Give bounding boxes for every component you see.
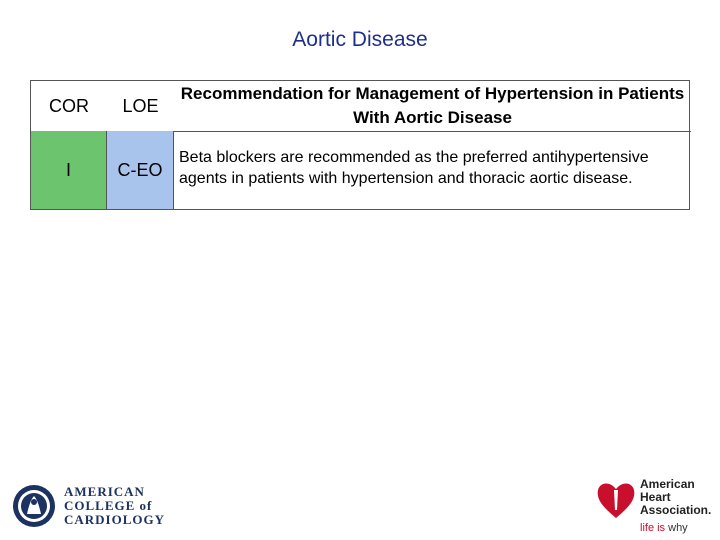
aha-logo (592, 476, 716, 538)
loe-value: C-EO (107, 131, 174, 209)
acc-logo (12, 484, 172, 530)
aha-heart-torch-icon (594, 478, 638, 522)
acc-seal-icon (12, 484, 56, 528)
aha-tagline (640, 522, 688, 534)
header-cor: COR (49, 95, 89, 116)
header-recommendation: Recommendation for Management of Hypertension in Patients With Aortic Disease (180, 84, 685, 127)
aha-logo-text: American Heart Association. (640, 477, 712, 517)
aha-tagline-suffix: why (668, 522, 688, 534)
recommendation-table (30, 80, 690, 210)
acc-logo-text: AMERICAN COLLEGE of CARDIOLOGY (64, 484, 166, 527)
aha-tagline-prefix: life is (640, 522, 669, 534)
slide-title: Aortic Disease (292, 28, 428, 51)
cor-value: I (31, 131, 107, 209)
header-loe: LOE (122, 95, 159, 116)
recommendation-text: Beta blockers are recommended as the preferred antihypertensive agents in patients with hypertension and thoracic aortic disease. (179, 149, 649, 187)
